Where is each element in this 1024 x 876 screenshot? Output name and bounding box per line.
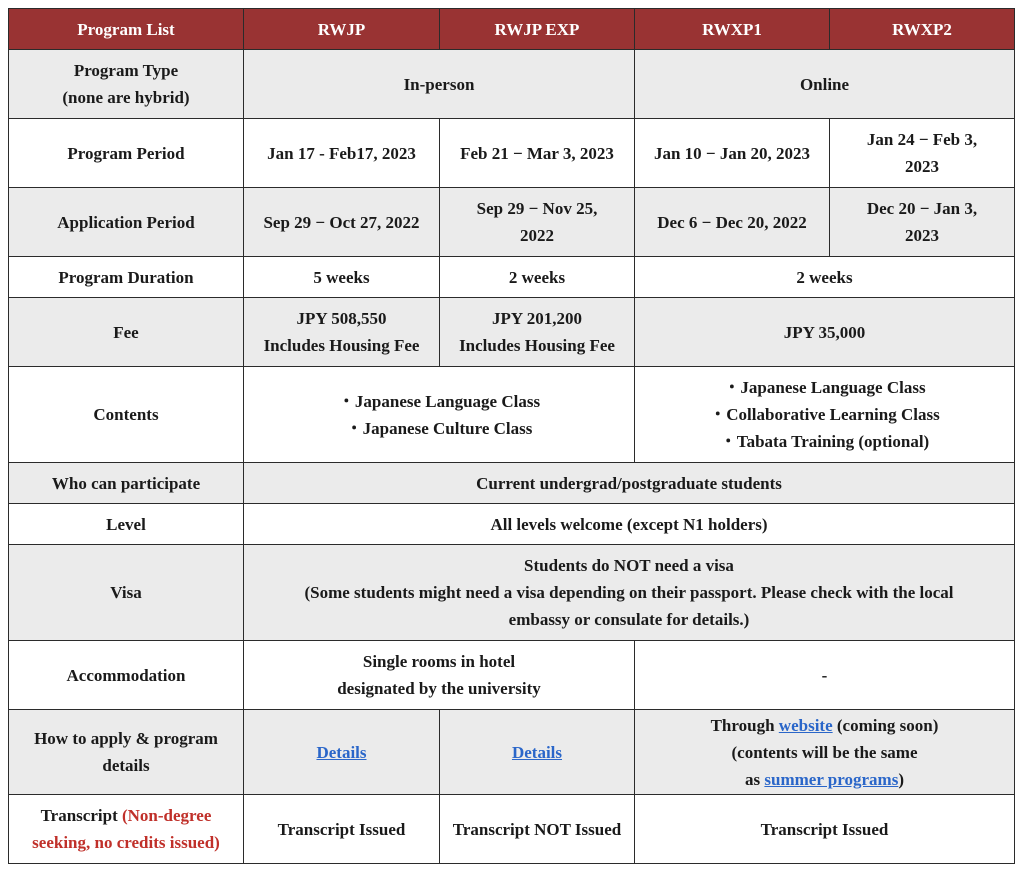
- apply-rwjp: [244, 710, 440, 795]
- fee-rwjp: JPY 508,550 Includes Housing Fee: [244, 298, 440, 367]
- fee-rwjp-exp: JPY 201,200 Includes Housing Fee: [440, 298, 635, 367]
- who-value: Current undergrad/postgraduate students: [244, 463, 1015, 504]
- row-level: [9, 504, 1015, 545]
- header-rwxp1: RWXP1: [635, 9, 830, 50]
- header-program-list: Program List: [9, 9, 244, 50]
- header-rwjp: RWJP: [244, 9, 440, 50]
- duration-rwjp: 5 weeks: [244, 257, 440, 298]
- fee-online: JPY 35,000: [635, 298, 1015, 367]
- transcript-rwjp: Transcript Issued: [244, 795, 440, 864]
- contents-online: [635, 367, 1015, 463]
- header-rwjp-exp: RWJP EXP: [440, 9, 635, 50]
- row-who-can-participate: [9, 463, 1015, 504]
- level-value: All levels welcome (except N1 holders): [244, 504, 1015, 545]
- row-label: How to apply & program details: [9, 710, 244, 795]
- row-label: Visa: [9, 545, 244, 641]
- list-item: ・Collaborative Learning Class: [709, 405, 940, 424]
- apply-online: Through website (coming soon) (contents will be the same as summer programs): [635, 710, 1015, 795]
- row-contents: [9, 367, 1015, 463]
- row-how-to-apply: [9, 710, 1015, 795]
- row-program-duration: [9, 257, 1015, 298]
- row-label: Application Period: [9, 188, 244, 257]
- apply-rwjp-exp: [440, 710, 635, 795]
- row-label: Who can participate: [9, 463, 244, 504]
- row-transcript: [9, 795, 1015, 864]
- transcript-rwjp-exp: Transcript NOT Issued: [440, 795, 635, 864]
- transcript-online: Transcript Issued: [635, 795, 1015, 864]
- details-link-rwjp[interactable]: Details: [316, 742, 367, 762]
- row-program-period: [9, 119, 1015, 188]
- row-label: Program Duration: [9, 257, 244, 298]
- row-label: Program Type (none are hybrid): [9, 50, 244, 119]
- row-visa: [9, 545, 1015, 641]
- list-item: ・Tabata Training (optional): [719, 432, 930, 451]
- program-type-inperson: In-person: [244, 50, 635, 119]
- application-rwjp-exp: Sep 29 − Nov 25, 2022: [440, 188, 635, 257]
- summer-programs-link[interactable]: summer programs: [764, 769, 899, 789]
- visa-value: Students do NOT need a visa (Some students might need a visa depending on their passport. Please check with the local embassy or consulate for details.): [244, 545, 1015, 641]
- row-program-type: [9, 50, 1015, 119]
- row-label: Level: [9, 504, 244, 545]
- row-fee: [9, 298, 1015, 367]
- program-comparison-table: [8, 8, 1015, 864]
- header-row: [9, 9, 1015, 50]
- duration-rwjp-exp: 2 weeks: [440, 257, 635, 298]
- duration-online: 2 weeks: [635, 257, 1015, 298]
- application-rwxp2: Dec 20 − Jan 3, 2023: [830, 188, 1015, 257]
- list-item: ・Japanese Language Class: [337, 391, 541, 411]
- application-rwxp1: Dec 6 − Dec 20, 2022: [635, 188, 830, 257]
- website-link[interactable]: website: [778, 715, 833, 735]
- row-label: Accommodation: [9, 641, 244, 710]
- header-rwxp2: RWXP2: [830, 9, 1015, 50]
- row-application-period: [9, 188, 1015, 257]
- list-item: ・Japanese Language Class: [723, 378, 926, 397]
- details-link-rwjp-exp[interactable]: Details: [511, 742, 563, 762]
- list-item: ・Japanese Culture Class: [345, 418, 533, 438]
- row-accommodation: [9, 641, 1015, 710]
- row-label: Fee: [9, 298, 244, 367]
- program-type-online: Online: [635, 50, 1015, 119]
- row-label: Contents: [9, 367, 244, 463]
- row-label: Program Period: [9, 119, 244, 188]
- accommodation-online: -: [635, 641, 1015, 710]
- period-rwxp2: Jan 24 − Feb 3, 2023: [830, 119, 1015, 188]
- period-rwjp-exp: Feb 21 − Mar 3, 2023: [440, 119, 635, 188]
- accommodation-inperson: Single rooms in hotel designated by the university: [244, 641, 635, 710]
- application-rwjp: Sep 29 − Oct 27, 2022: [244, 188, 440, 257]
- row-label: Transcript (Non-degree seeking, no credits issued): [9, 795, 244, 864]
- period-rwxp1: Jan 10 − Jan 20, 2023: [635, 119, 830, 188]
- contents-inperson: [244, 367, 635, 463]
- period-rwjp: Jan 17 - Feb17, 2023: [244, 119, 440, 188]
